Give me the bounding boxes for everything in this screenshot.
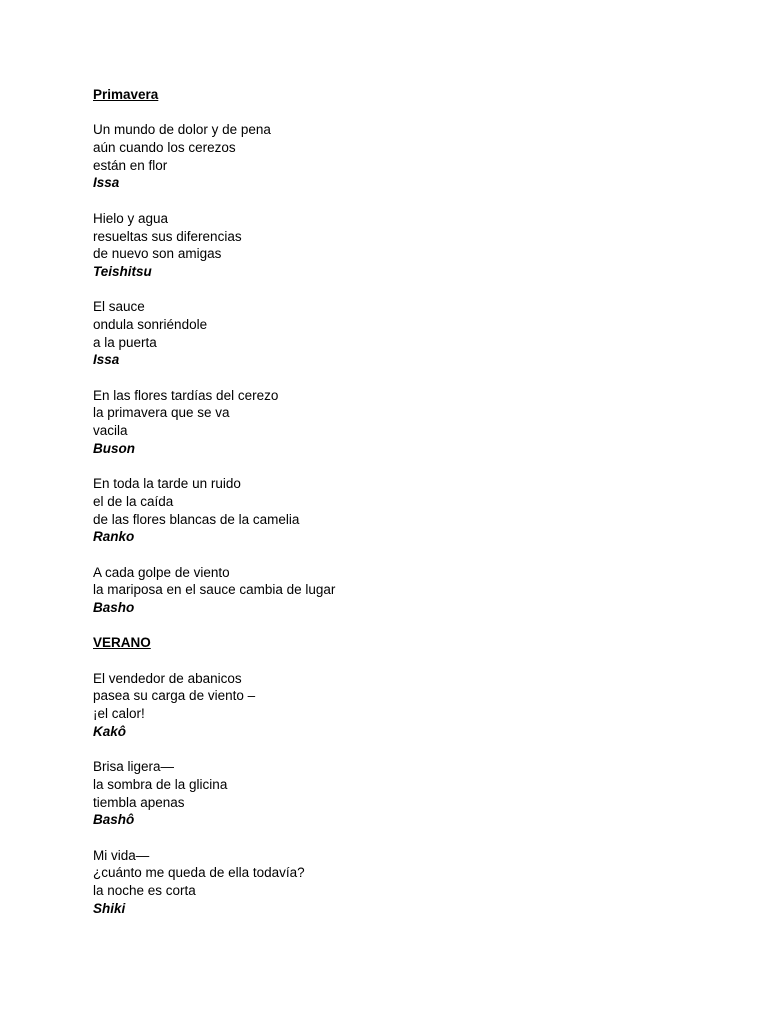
haiku-author: Buson [93, 440, 135, 456]
haiku-line: de las flores blancas de la camelia [93, 511, 300, 527]
haiku-line: la noche es corta [93, 882, 196, 898]
haiku-line: Hielo y agua [93, 210, 169, 226]
haiku-line: a la puerta [93, 334, 157, 350]
haiku-author: Teishitsu [93, 263, 152, 279]
haiku-author: Issa [93, 175, 120, 191]
section-verano [93, 634, 733, 917]
section-heading: Primavera [93, 87, 159, 102]
haiku [93, 121, 733, 192]
haiku-author: Shiki [93, 900, 126, 916]
haiku-line: ¿cuánto me queda de ella todavía? [93, 865, 305, 881]
haiku-line: Brisa ligera— [93, 759, 175, 775]
haiku [93, 564, 733, 617]
haiku-line: Mi vida— [93, 847, 150, 863]
section-primavera [93, 86, 733, 634]
document-page [93, 86, 733, 917]
haiku [93, 758, 733, 829]
haiku [93, 298, 733, 369]
haiku [93, 475, 733, 546]
haiku [93, 670, 733, 741]
haiku-line: el de la caída [93, 493, 174, 509]
haiku-line: A cada golpe de viento [93, 564, 230, 580]
haiku-line: ondula sonriéndole [93, 316, 208, 332]
haiku-author: Ranko [93, 529, 135, 545]
haiku-line: la sombra de la glicina [93, 776, 228, 792]
haiku-author: Basho [93, 599, 135, 615]
haiku-line: la primavera que se va [93, 405, 230, 421]
section-heading: VERANO [93, 635, 151, 651]
haiku-author: Bashô [93, 812, 135, 828]
haiku-line: En toda la tarde un ruido [93, 476, 241, 492]
haiku-line: la mariposa en el sauce cambia de lugar [93, 582, 336, 598]
haiku [93, 847, 733, 918]
haiku-line: están en flor [93, 157, 168, 173]
haiku-line: resueltas sus diferencias [93, 228, 242, 244]
haiku-line: de nuevo son amigas [93, 246, 222, 262]
haiku-line: pasea su carga de viento – [93, 688, 256, 704]
haiku-author: Issa [93, 352, 120, 368]
haiku-line: El vendedor de abanicos [93, 670, 242, 686]
haiku [93, 387, 733, 458]
haiku-line: Un mundo de dolor y de pena [93, 122, 271, 138]
haiku-line: En las flores tardías del cerezo [93, 387, 279, 403]
haiku-line: vacila [93, 423, 128, 439]
haiku-line: tiembla apenas [93, 794, 185, 810]
haiku-line: ¡el calor! [93, 706, 145, 722]
haiku [93, 210, 733, 281]
haiku-line: El sauce [93, 299, 145, 315]
haiku-author: Kakô [93, 723, 127, 739]
haiku-line: aún cuando los cerezos [93, 140, 236, 156]
